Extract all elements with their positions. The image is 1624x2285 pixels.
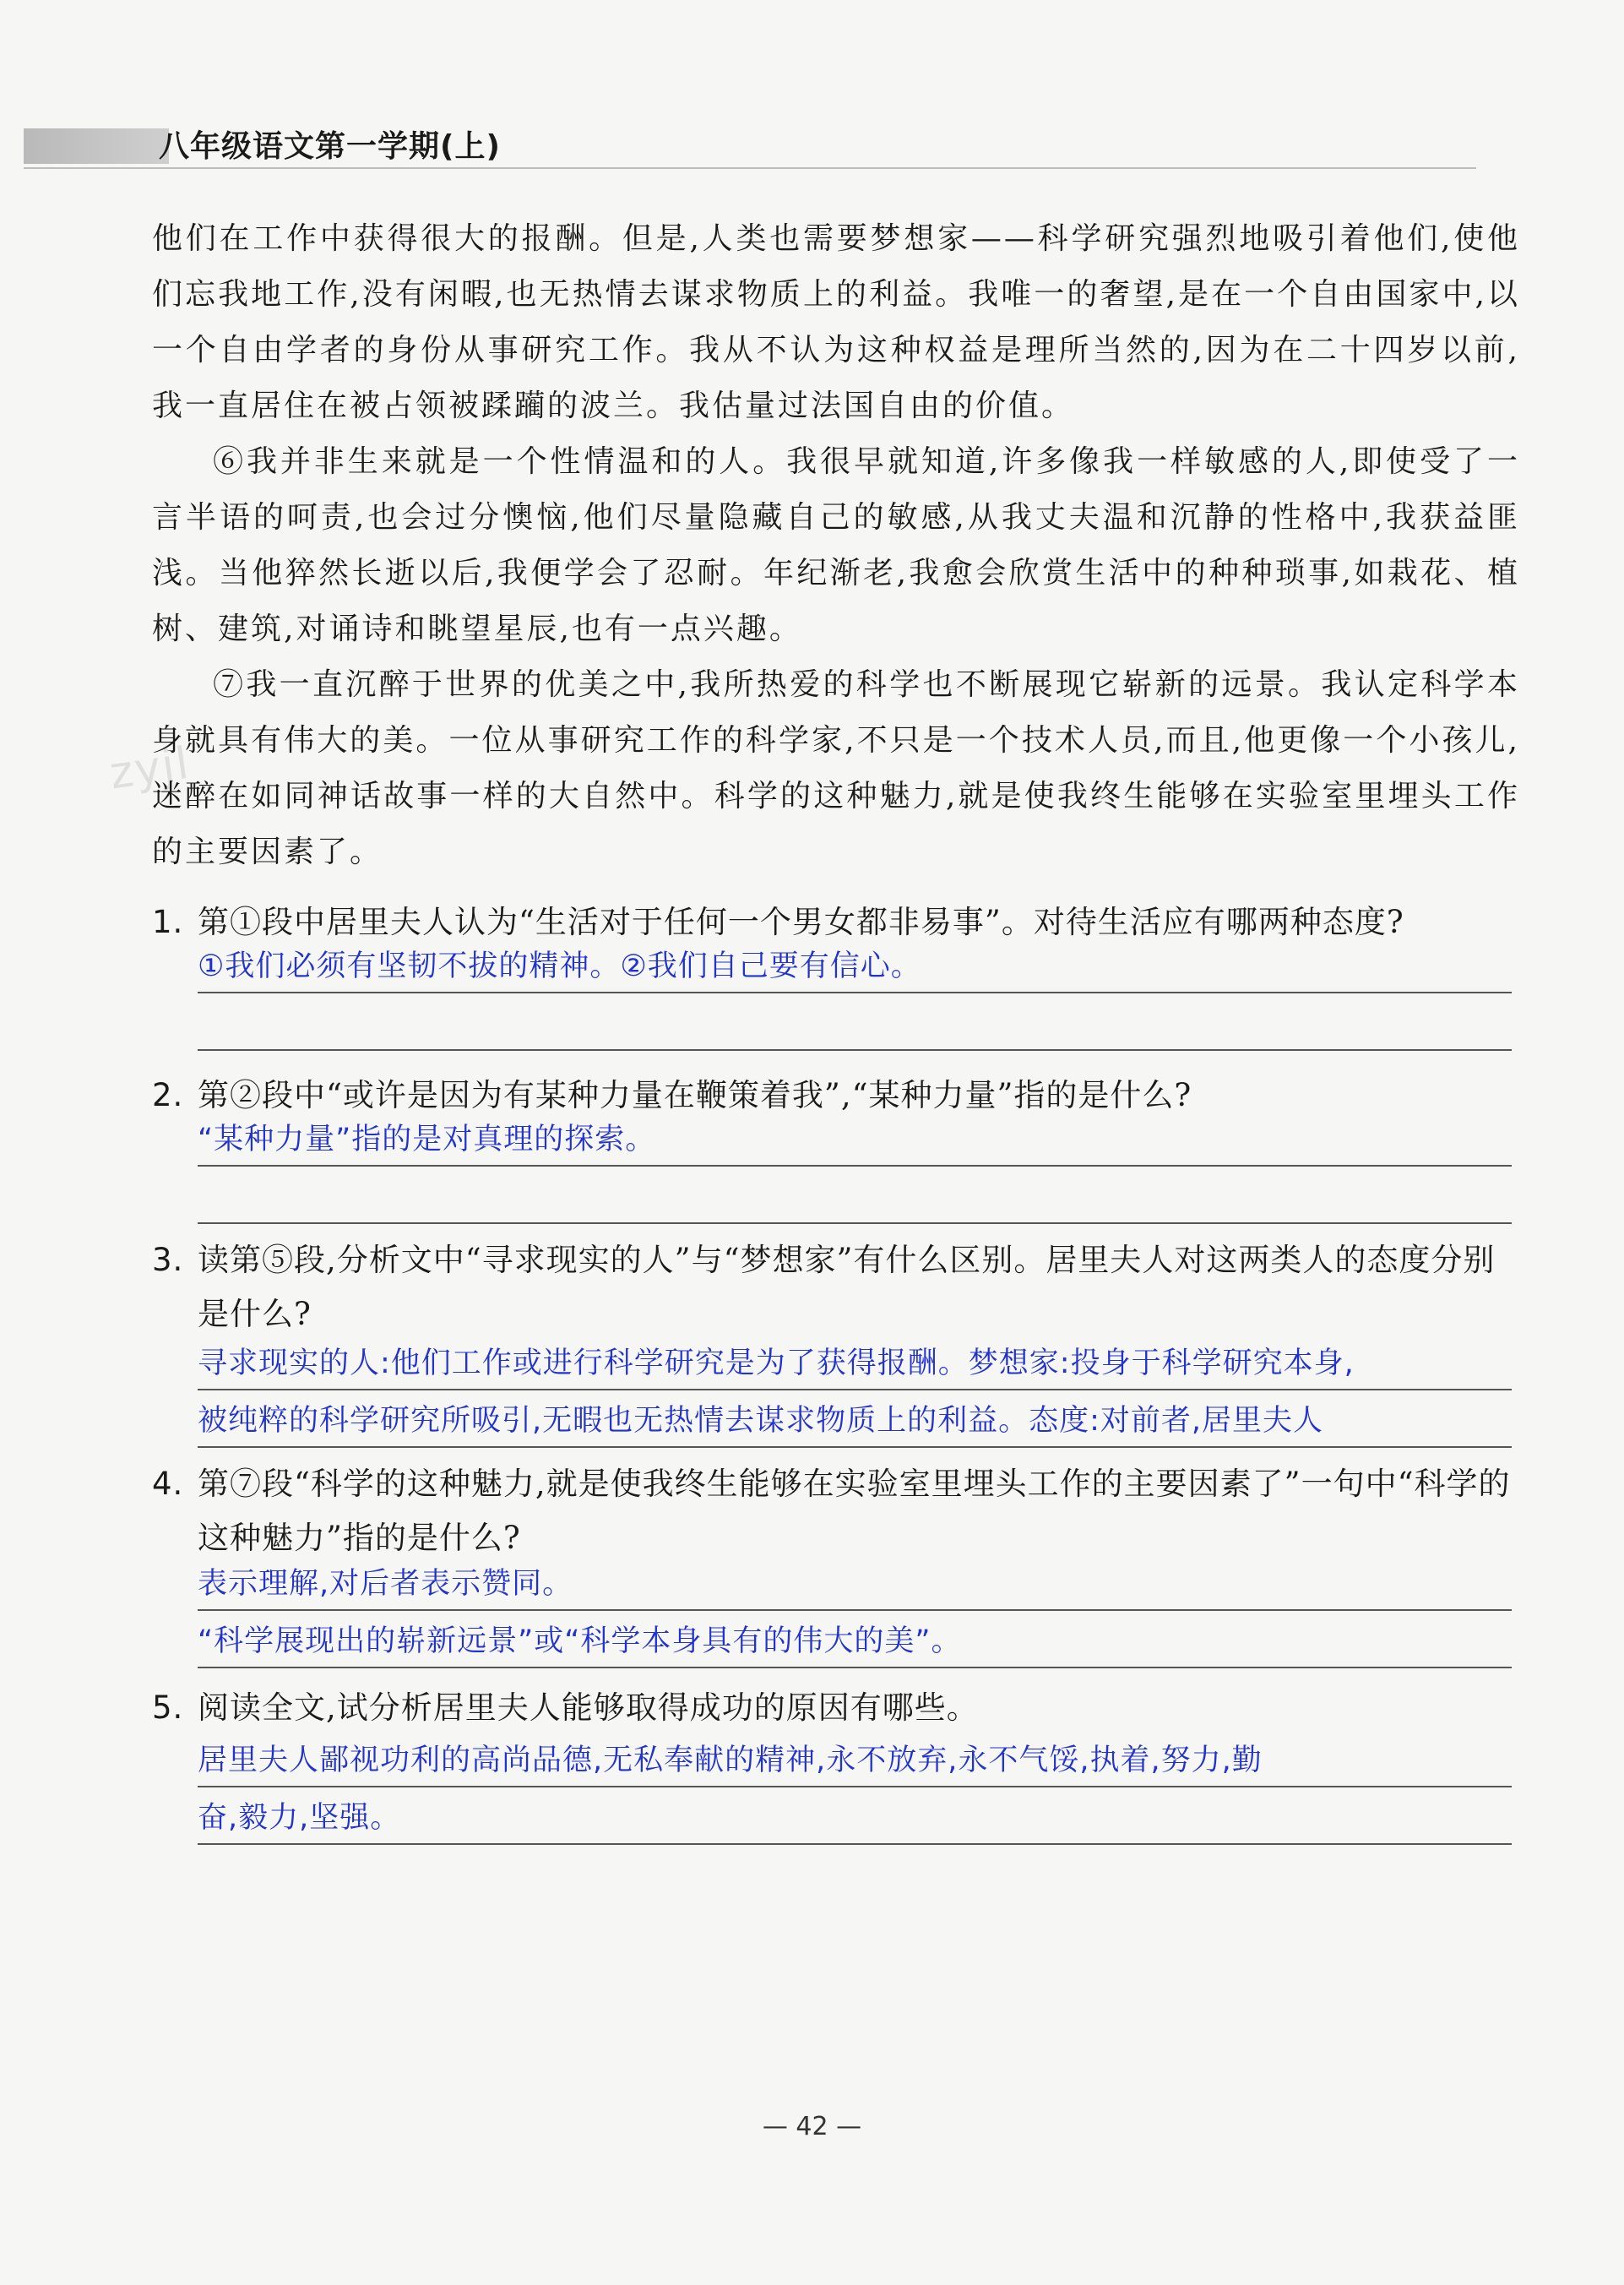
- passage-paragraph-7: ⑦我一直沉醉于世界的优美之中,我所热爱的科学也不断展现它崭新的远景。我认定科学本身就具有伟大的美。一位从事研究工作的科学家,不只是一个技术人员,而且,他更像一个小孩儿,迷醉在如同神话故事一样的大自然中。科学的这种魅力,就是使我终生能够在实验室里埋头工作的主要因素了。: [152, 667, 1520, 869]
- page-header-title: 八年级语文第一学期(上): [159, 129, 501, 164]
- question-1: [152, 895, 1512, 1051]
- question-text: 读第⑤段,分析文中“寻求现实的人”与“梦想家”有什么区别。居里夫人对这两类人的态度分别是什么?: [198, 1242, 1496, 1332]
- answer-line[interactable]: [198, 1123, 1512, 1167]
- answer-text: “科学展现出的崭新远景”或“科学本身具有的伟大的美”。: [198, 1624, 962, 1658]
- question-stem: [152, 1233, 1512, 1341]
- answer-text: 寻求现实的人:他们工作或进行科学研究是为了获得报酬。梦想家:投身于科学研究本身,: [198, 1347, 1355, 1380]
- question-stem: [152, 1457, 1512, 1565]
- answer-line[interactable]: [198, 1611, 1512, 1668]
- question-number: 3.: [152, 1242, 184, 1278]
- answer-line[interactable]: [198, 1167, 1512, 1224]
- answer-text: 奋,毅力,坚强。: [198, 1801, 401, 1835]
- question-number: 1.: [152, 904, 184, 940]
- answer-text: 表示理解,对后者表示赞同。: [198, 1567, 573, 1601]
- question-stem: [152, 1069, 1512, 1123]
- page-number: — 42 —: [762, 2112, 862, 2141]
- question-text: 阅读全文,试分析居里夫人能够取得成功的原因有哪些。: [198, 1689, 979, 1726]
- question-2: [152, 1069, 1512, 1224]
- answer-text: ①我们必须有坚韧不拔的精神。②我们自己要有信心。: [198, 949, 921, 983]
- answer-line[interactable]: [198, 1390, 1512, 1448]
- question-5: [152, 1681, 1512, 1845]
- question-3: [152, 1233, 1512, 1448]
- question-stem: [152, 895, 1512, 949]
- header-bar: [24, 128, 169, 164]
- question-number: 5.: [152, 1689, 184, 1726]
- header-rule: [24, 167, 1476, 169]
- answer-text: 被纯粹的科学研究所吸引,无暇也无热情去谋求物质上的利益。态度:对前者,居里夫人: [198, 1404, 1324, 1438]
- passage-paragraph-5-end: 他们在工作中获得很大的报酬。但是,人类也需要梦想家——科学研究强烈地吸引着他们,使他们忘我地工作,没有闲暇,也无热情去谋求物质上的利益。我唯一的奢望,是在一个自由国家中,以一个自由学者的身份从事研究工作。我从不认为这种权益是理所当然的,因为在二十四岁以前,我一直居住在被占领被蹂躏的波兰。我估量过法国自由的价值。: [152, 221, 1520, 423]
- question-number: 4.: [152, 1466, 184, 1502]
- passage-paragraph-6: ⑥我并非生来就是一个性情温和的人。我很早就知道,许多像我一样敏感的人,即使受了一言半语的呵责,也会过分懊恼,他们尽量隐藏自己的敏感,从我丈夫温和沉静的性格中,我获益匪浅。当他猝然长逝以后,我便学会了忍耐。年纪渐老,我愈会欣赏生活中的种种琐事,如栽花、植树、建筑,对诵诗和眺望星辰,也有一点兴趣。: [152, 444, 1520, 646]
- reading-passage: [152, 211, 1520, 880]
- question-stem: [152, 1681, 1512, 1735]
- answer-line[interactable]: [198, 993, 1512, 1051]
- answer-line[interactable]: [198, 1787, 1512, 1845]
- answer-text: “某种力量”指的是对真理的探索。: [198, 1123, 656, 1156]
- question-text: 第⑦段“科学的这种魅力,就是使我终生能够在实验室里埋头工作的主要因素了”一句中“科学的这种魅力”指的是什么?: [198, 1466, 1511, 1556]
- answer-line[interactable]: [198, 1341, 1512, 1390]
- answer-text: 居里夫人鄙视功利的高尚品德,无私奉献的精神,永不放弃,永不气馁,执着,努力,勤: [198, 1744, 1263, 1777]
- question-4: [152, 1457, 1512, 1668]
- answer-line[interactable]: [198, 1565, 1512, 1611]
- question-text: 第①段中居里夫人认为“生活对于任何一个男女都非易事”。对待生活应有哪两种态度?: [198, 904, 1404, 940]
- answer-line[interactable]: [198, 1735, 1512, 1787]
- watermark: zyjl: [106, 737, 193, 800]
- question-number: 2.: [152, 1077, 184, 1113]
- question-text: 第②段中“或许是因为有某种力量在鞭策着我”,“某种力量”指的是什么?: [198, 1077, 1192, 1113]
- answer-line[interactable]: [198, 949, 1512, 993]
